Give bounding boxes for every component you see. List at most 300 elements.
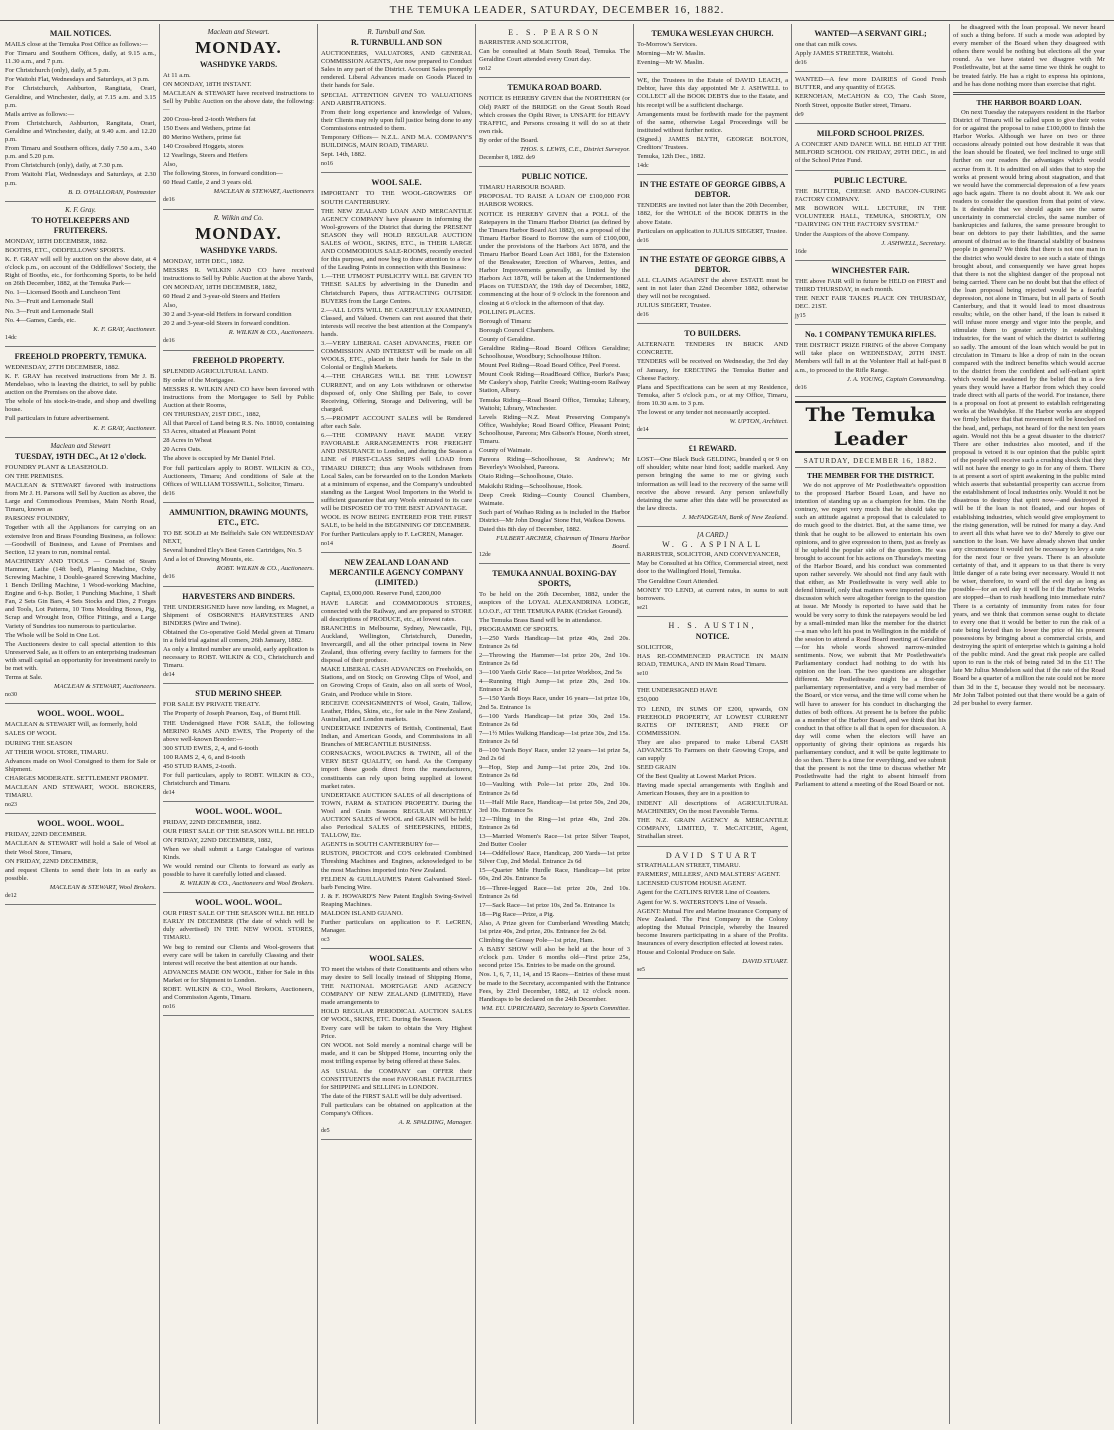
advertisement (5, 704, 156, 814)
ad-text: Mount Cook Riding—RoadBoard Office, Burke's Pass; Mr Caskey's shop, Fairlie Creek; Waiting-room Railway Station, Albury. (479, 371, 630, 395)
column-6-ads (795, 24, 946, 397)
ad-text: TO meet the wishes of their Constituents and others who may desire to Sell locally instead of Shipping Home, THE NATIONAL MORTGAGE AND AGENCY COMPANY OF NEW ZEALAND (LIMITED), Have made arrangements to (321, 966, 472, 1006)
ad-text: 4—Running High Jump—1st prize 20s, 2nd 10s. Entrance 2s 6d (479, 678, 630, 694)
ad-text: 17—Sack Race—1st prize 10s, 2nd 5s. Entrance 1s (479, 901, 615, 909)
ad-heading: WOOL. WOOL. WOOL. (36, 819, 125, 829)
ad-text: 3—100 Yards Girls' Race—1st prize Workbox, 2nd 5s (479, 669, 622, 677)
ad-heading: WOOL SALE. (371, 178, 422, 188)
ad-name-heading: DAVID STUART (665, 851, 760, 861)
ad-signature: FULBERT ARCHER, Chairman of Timaru Harbor Board. (496, 535, 630, 551)
ad-text: RUSTON, PROCTOR and CO'S celebrated Combined Threshing Machines and Engines, acknowledged to be the most Machines imported into New Zealand. (321, 850, 472, 874)
ad-reference: se10 (637, 671, 648, 678)
ad-text: Geraldine Riding—Road Board Offices Geraldine; Schoolhouse, Woodbury; Schoolhouse Hilton. (479, 345, 630, 361)
ad-text: The lowest or any tender not necessarily accepted. (637, 409, 770, 416)
ad-text: 11—Half Mile Race, Handicap—1st prize 50s, 2nd 20s, 3rd 10s. Entrance 5s (479, 798, 630, 814)
ad-heading: NEW ZEALAND LOAN AND MERCANTILE AGENCY COMPANY (LIMITED.) (329, 558, 464, 588)
ad-reference: de12 (5, 892, 17, 899)
ad-signature: A. R. SPALDING, Manager. (398, 1119, 472, 1127)
ad-text: ON THE PREMISES. (5, 472, 64, 480)
ad-signature: R. WILKIN & CO., Auctioneers. (228, 329, 314, 337)
ad-text: POLLING PLACES. (479, 308, 536, 316)
advertisement (637, 324, 788, 439)
ad-signature: J. A. YOUNG, Captain Commanding. (846, 375, 946, 383)
ad-text: 60 Head Cattle, 2 and 3 years old. (163, 179, 253, 187)
ad-text: Climbing the Greasy Pole—1st prize, Ham. (479, 937, 595, 945)
ad-text: NOTICE IS HEREBY GIVEN that a POLL of the Ratepayers in the Timaru Harbor District (as defined by the Timaru Harbor Board Act 1882), on a proposal of the Timaru Harbor Board to Borrow the sum of £100,000, under the provisions of the Harbors Act 1878, and the Timaru Harbor Board Loan Act 1881, for the Extension of the Breakwater, Erection of Wharves, Jetties, and Harbor Improvements generally, as limited by the Harbors Act 1878, will be taken at the Undermentioned Places on TUESDAY, the 19th day of December, 1882, commencing at the hour of 9 o'clock in the forenoon and closing at 6 o'clock in the afternoon of that day. (479, 210, 630, 307)
ad-text: MAILS close at the Temuka Post Office as follows:— (5, 41, 148, 48)
ad-signature: DAVID STUART. (742, 958, 788, 966)
ad-text: 12 Yearlings, Steers and Heifers (163, 151, 248, 159)
ad-text: K. F. GRAY will sell by auction on the above date, at 4 o'clock p.m., on account of the Oddfellows' Society, the Right of Booths, etc., for forthcoming Sports, to be held on 26th December, 1882, at the Temuka Park— (5, 255, 156, 288)
ad-text: JULIUS SIEGERT, Trustee. (637, 302, 712, 310)
ad-heading: WOOL. WOOL. WOOL. (36, 709, 125, 719)
ad-text: Such part of Waihao Riding as is included in the Harbor District—Mr John Douglas' Stone Hut, Waikoa Downs. (479, 508, 630, 524)
ad-text: AUCTIONEERS, VALUATORS, AND GENERAL COMMISSION AGENTS, Are now prepared to Conduct Sales in any part of the District. Account Sales promptly rendered. Liberal Advances made on Goods Placed in their hands for Sale. (321, 50, 472, 90)
ad-text: At 11 a.m. (163, 72, 191, 80)
ad-text: AGENT: Mutual Fire and Marine Insurance Company of New Zealand. The First Company in the Colony adopting the Mutual Principle, whereby the Insured become Insurers participating in a share of the Profits. Insurances of every description effected at lowest rates. (637, 907, 788, 947)
ad-day-heading: MONDAY. (195, 223, 282, 243)
ad-text: BARRISTER AND SOLICITOR, (479, 39, 569, 47)
advertisement (5, 202, 156, 347)
ad-reference: no16 (321, 161, 333, 168)
ad-text: LOST—One Black Buck GELDING, branded q or 9 on off shoulder; white near hind foot; saddle marked. Any person bringing the same to me or giving such information as will lead to the recovery of the same will receive the above reward. Any person unlawfully detaining the same after this date will be prosecuted as the law directs. (637, 456, 788, 512)
ad-text: AT THEIR WOOL STORE, TIMARU. (5, 748, 109, 756)
ad-text: Having made special arrangements with English and American Houses, they are in a position to (637, 782, 788, 798)
ad-text: MESSRS R. WILKIN AND CO have been favored with instructions from the Mortgagee to Sell by Public Auction at their Rooms, (163, 385, 314, 409)
ad-text: RECEIVE CONSIGNMENTS of Wool, Grain, Tallow, Leather, Hides, Skins, etc., for sale in the New Zealand, Australian, and London markets. (321, 699, 472, 723)
ad-text: 200 Cross-bred 2-tooth Wethers fat (163, 115, 256, 123)
ad-reference: de16 (163, 490, 175, 497)
ad-text: ALTERNATE TENDERS IN BRICK AND CONCRETE. (637, 341, 788, 357)
ad-text: TO LEND, IN SUMS OF £200, upwards, ON FREEHOLD PROPERTY, AT LOWEST CURRENT RATES OF INTEREST, AND FREE OF COMMISSION. (637, 705, 788, 737)
ad-text: For Christchurch, Ashburton, Rangitata, Orari, Geraldine, and Winchester, daily, at 7.15 a.m. and 3.15 p.m. (5, 85, 156, 109)
ad-signature: MACLEAN & STEWART, Wool Brokers. (49, 883, 156, 891)
ad-name-heading: W. G. ASPINALL (662, 540, 763, 550)
ad-reference: no14 (321, 541, 333, 548)
ad-text: BRANCHES in Melbourne, Sydney, Newcastle, Fiji, Auckland, Wellington, Christchurch, Dunedin, Invercargill, and all the other principal towns in New Zealand, thus offering every facility to farmers for the disposal of their produce. (321, 624, 472, 665)
ad-text: 13—Married Women's Race—1st prize Silver Teapot, 2nd Butter Cooler (479, 832, 630, 849)
advertisement (163, 351, 314, 503)
ad-text: 14—Oddfellows' Race, Handicap, 200 Yards—1st prize Silver Cup, 2nd Medal. Entrance 2s 6d (479, 850, 630, 866)
ad-text: Morning—Mr W. Maslin. (637, 50, 706, 58)
ad-text: SEED GRAIN (637, 764, 677, 772)
ad-reference: 14dc (5, 334, 17, 341)
ad-heading: PUBLIC NOTICE. (521, 172, 588, 182)
ad-text: 12—Tilting in the Ring—1st prize 40s, 2nd 20s. Entrance 2s 6d (479, 815, 630, 831)
ad-text: We beg to remind our Clients and Wool-growers that every care will be taken in carefully Classing and their interest will receive the best attention at our hands. (163, 943, 314, 967)
ad-text: The Auctioneers desire to call special attention to this Unreserved Sale, as it offers to an enterprising tradesman with small capital an opportunity for investment rarely to be met with. (5, 640, 156, 672)
advertisement (637, 683, 788, 847)
ad-heading: TEMUKA ROAD BOARD. (507, 83, 602, 93)
ad-reference: no30 (5, 692, 17, 699)
ad-reference: no23 (5, 802, 17, 809)
ad-text: From Christchurch, Ashburton, Rangitata, Orari, Geraldine and Winchester, daily, at 9.40 a.m. and 12.20 p.m. (5, 119, 156, 144)
ad-text: 300 STUD EWES, 2, 4, and 6-tooth (163, 744, 259, 752)
ad-heading: WOOL SALES. (369, 954, 424, 964)
ad-text: We would remind our Clients to forward as early as possible to have it carefully lotted and classed. (163, 862, 314, 878)
ad-text: The date of the FIRST SALE will be duly advertised. (321, 1092, 462, 1100)
ad-text: County of Waimate. (479, 447, 533, 455)
ad-text: ALL CLAIMS AGAINST the above ESTATE must be sent in not later than 22nd December 1882, otherwise they will not be recognised. (637, 276, 788, 300)
ad-day-heading: MONDAY. (195, 38, 282, 58)
ad-text: SPECIAL ATTENTION GIVEN TO VALUATIONS AND ARBITRATIONS. (321, 91, 472, 107)
ad-text: MACLEAN & STEWART have received instructions to Sell by Public Auction on the above date, the following:— (163, 90, 314, 114)
ad-text: ON WOOL not Sold merely a nominal charge will be made, and it can be Shipped Home, incurring only the most trifling expense by being offered at these Sales. (321, 1042, 472, 1066)
ad-text: May be Consulted at his Office, Commercial street, next door to the Wallingford Hotel, Temuka. (637, 560, 788, 576)
ad-text: Borough Council Chambers. (479, 326, 555, 334)
ad-heading: £1 REWARD. (688, 444, 737, 454)
ad-heading: WOOL. WOOL. WOOL. (194, 898, 283, 908)
ad-text: No. 4—Games, Cards, etc. (5, 316, 76, 324)
ad-text: FOUNDRY PLANT & LEASEHOLD. (5, 463, 108, 471)
ad-text: 100 RAMS 2, 4, 6, and 8-tooth (163, 753, 245, 761)
ad-text: The whole of his stock-in-trade, and shop and dwelling house. (5, 398, 156, 414)
ad-text: 20 2 and 3-year-old Steers in forward condition. (163, 320, 290, 328)
ad-text: Also, (163, 302, 178, 310)
ad-text: All that Parcel of Land being R.S. No. 18010, containing 53 Acres, situated at Pleasant Point (163, 420, 314, 436)
ad-text: Advances made on Wool Consigned to them for Sale or Shipment. (5, 757, 156, 773)
ad-text: TIMARU HARBOUR BOARD. (479, 184, 566, 192)
ad-text: THE UNDERSIGNED HAVE (637, 687, 718, 695)
ad-text: Capital, £3,000,000. Reserve Fund, £200,000 (321, 590, 441, 598)
advertisement (795, 72, 946, 123)
ad-text: Mount Peel Riding—Road Board Office, Peel Forest. (479, 362, 621, 370)
ad-text: No. 1—Licensed Booth and Luncheon Tent (5, 289, 121, 297)
ad-text: and request Clients to send their lots in as early as possible. (5, 866, 156, 882)
ad-text: County of Geraldine. (479, 335, 535, 343)
ad-signature: J. McFADGEAN, Bank of New Zealand. (682, 513, 788, 521)
ad-text: HOLD REGULAR PERIODICAL AUCTION SALES OF WOOL, SKINS, ETC. During the Season. (321, 1007, 472, 1023)
ad-text: MONDAY, 18TH DECEMBER, 1882. (5, 237, 108, 245)
ad-text: Agent for the CATLIN'S RIVER Line of Coasters. (637, 889, 771, 897)
advertisement (637, 250, 788, 324)
edition-date: SATURDAY, DECEMBER 16, 1882. (795, 455, 946, 468)
advertisement (637, 24, 788, 73)
ad-text: BARRISTER, SOLICITOR, AND CONVEYANCER, (637, 551, 781, 559)
ad-text: Under the Auspices of the above Company. (795, 230, 910, 238)
advertisement (637, 847, 788, 979)
ad-text: MACLEAN & STEWART favored with instructions from Mr J. H. Parsons will Sell by Auction as above, the Large and Commodious Premises, Main North Road, Timaru, known as (5, 481, 156, 514)
advertisement (479, 24, 630, 78)
ad-text: PROPOSAL TO RAISE A LOAN OF £100,000 FOR HARBOR WORKS. (479, 193, 630, 209)
ad-text: No. 3—Fruit and Lemonade Stall (5, 307, 94, 315)
ad-text: Full particulars can be obtained on application at the Company's Offices. (321, 1101, 472, 1117)
ad-text: And a lot of Drawing Mounts, etc. (163, 556, 254, 564)
ad-reference: de16 (637, 312, 649, 319)
advertisement (637, 527, 788, 617)
advertisement (163, 802, 314, 893)
advertisement (795, 261, 946, 325)
ad-text: FRIDAY, 22ND DECEMBER, 1882. (163, 819, 262, 827)
ad-text: MONEY TO LEND, at current rates, in sums to suit borrowers. (637, 586, 788, 602)
ad-text: House and Colonial Produce on Sale. (637, 949, 736, 957)
ad-text: 1.—THE UTMOST PUBLICITY WILL BE GIVEN TO THESE SALES by advertising in the Dunedin and Christchurch Papers, thus ATTRACTING OUTSIDE BUYERS from the Large Centres. (321, 273, 472, 305)
ad-text: OUR FIRST SALE OF THE SEASON WILL BE HELD EARLY IN DECEMBER (The date of which will be duly advertised) IN THE NEW WOOL STORES, TIMARU. (163, 910, 314, 942)
ad-text: For further Particulars apply to F. LeCREN, Manager. (321, 531, 464, 539)
ad-text: MAKE LIBERAL CASH ADVANCES on Freeholds, on Stations, and on Stock; on Growing Clips of Wool, and on Growing Crops of Grain, also on all sorts of Wool, Grain, and Produce while in Store. (321, 666, 472, 698)
advertisement (163, 24, 314, 210)
column-7 (950, 24, 1108, 1424)
ad-heading: IN THE ESTATE OF GEORGE GIBBS, A DEBTOR. (639, 254, 786, 274)
ad-text: DURING THE SEASON (5, 739, 73, 747)
ad-text: 140 Crossbred Hoggets, stores (163, 142, 244, 150)
ad-text: ADVANCES MADE ON WOOL, Either for Sale in this Market or for Shipment to London. (163, 968, 314, 984)
ad-text: AGENTS in SOUTH CANTERBURY for— (321, 841, 440, 849)
ad-text: ON FRIDAY, 22ND DECEMBER, (5, 857, 98, 865)
ad-text: The Property of Joseph Pearson, Esq., of Burnt Hill. (163, 710, 301, 718)
ad-text: Apply JAMES STREETER, Waitohi. (795, 50, 894, 58)
ad-heading: FREEHOLD PROPERTY. (192, 355, 285, 365)
ad-reference: de16 (637, 237, 649, 244)
ad-text: MACLEAN & STEWART Will, as formerly, hold (5, 721, 137, 729)
ad-heading: MILFORD SCHOOL PRIZES. (816, 128, 925, 138)
divider (953, 92, 1105, 95)
ad-text: 5.—PROMPT ACCOUNT SALES will be Rendered after each Sale. (321, 414, 472, 431)
ad-text: K. F. GRAY has received instructions from Mr J. B. Mendelsso, who is leaving the district, to sell by public auction on the Premises on the above date. (5, 373, 156, 397)
advertisement (321, 173, 472, 553)
ad-heading: WASHDYKE YARDS. (199, 245, 278, 255)
ad-text: THE BUTTER, CHEESE AND BACON-CURING FACTORY COMPANY. (795, 188, 946, 204)
ad-text: CHARGES MODERATE. SETTLEMENT PROMPT. (5, 774, 149, 782)
ad-heading: HARVESTERS AND BINDERS. (182, 591, 295, 601)
ad-text: 16—Three-legged Race—1st prize 20s, 2nd 10s. Entrance 2s 6d (479, 884, 630, 900)
ad-text: 2.—ALL LOTS WILL BE CAREFULLY EXAMINED, Classed, and Valued. Owners can rest assured that their interests will receive the best attention at the Company's hands. (321, 306, 472, 338)
ad-text: AS USUAL the COMPANY can OFFER their CONSTITUENTS the most FAVORABLE FACILITIES for SHIPPING and SELLING in LONDON. (321, 1067, 472, 1091)
ad-heading: No. 1 COMPANY TEMUKA RIFLES. (805, 330, 936, 340)
ad-text: To be held on the 26th December, 1882, under the auspices of the LOYAL ALEXANDRINA LODGE, I.O.O.F., AT THE TEMUKA PARK (Cricket Ground). (479, 591, 630, 615)
ad-text: 15—Quarter Mile Hurdle Race, Handicap—1st prize 60s, 2nd 20s. Entrance 5s (479, 867, 630, 883)
ad-signature: ROBT. WILKIN & CO., Auctioneers. (216, 565, 314, 573)
ad-heading: TEMUKA WESLEYAN CHURCH. (651, 29, 774, 38)
ad-text: THE NEXT FAIR TAKES PLACE ON THURSDAY, DEC. 21ST. (795, 294, 946, 311)
ad-text: By order of the Mortgagee. (163, 376, 235, 384)
advertisement (321, 949, 472, 1140)
ad-signature: MACLEAN & STEWART, Auctioneers. (53, 683, 156, 691)
ad-signature: W. UPTON, Architect. (729, 418, 788, 426)
nameplate: The Temuka Leader (795, 401, 946, 453)
ad-text: MR BOWRON WILL LECTURE, IN THE VOLUNTEER HALL, TEMUKA, SHORTLY, ON "DAIRYING ON THE FACTORY SYSTEM." (795, 205, 946, 229)
ad-heading: FREEHOLD PROPERTY, TEMUKA. (14, 351, 147, 361)
ad-text: Plans and Specifications can be seen at my Residence, Temuka, after 5 o'clock p.m., or at my Office, Timaru, from 10.30 a.m. to 3 p.m. (637, 383, 788, 407)
ad-text: ROBT. WILKIN & CO., Wool Brokers, Auctioneers, and Commission Agents, Timaru. (163, 985, 314, 1002)
ad-text: HAVE LARGE and COMMODIOUS STORES, connected with the Railway, and are prepared to STORE all descriptions of PRODUCE, etc., at lowest rates. (321, 599, 472, 623)
ad-text: Arrangements must be forthwith made for the payment of the same, otherwise Legal Proceedings will be instituted without further notice. (637, 110, 788, 134)
ad-text: Further particulars on application to F. LeCREN, Manager. (321, 919, 472, 935)
ad-text: OUR FIRST SALE OF THE SEASON WILL BE HELD ON FRIDAY, 22ND DECEMBER, 1882, (163, 828, 314, 844)
ad-text: IMPORTANT TO THE WOOL-GROWERS OF SOUTH CANTERBURY. (321, 190, 472, 206)
ad-text: 80 Merino Wethers, prime fat (163, 133, 241, 141)
ad-text: Full particulars in future advertisement. (5, 415, 110, 423)
ad-text: Sept. 14th, 1882. (321, 151, 366, 159)
ad-text: INDENT All descriptions of AGRICULTURAL MACHINERY, On the most Favorable Terms. (637, 799, 788, 815)
ad-text: Also, A Prize given for Cumberland Wrestling Match; 1st prize 40s, 2nd prize, 20s. Entrance fee 2s 6d. (479, 919, 630, 935)
ad-text: 60 Head 2 and 3-year-old Steers and Heifers (163, 292, 281, 300)
ad-text: Can be consulted at Main South Road, Temuka. The Geraldine Court attended every Court day. (479, 48, 630, 64)
ad-text: 4.—THE CHARGES WILL BE THE LOWEST CURRENT, and on any Lots withdrawn or otherwise disposed of, only One Shilling per Bale, to cover Receiving, Offering, Storage and Delivering, will be charged. (321, 373, 472, 413)
ad-text: Agent for W. S. WATERSTON'S Line of Vessels. (637, 898, 768, 906)
ad-text: THE UNDERSIGNED have now landing, ex Magnet, a Shipment of OSBORNE'S HARVESTERS AND BINDERS (Wire and Twine). (163, 603, 314, 627)
ad-text: PROGRAMME OF SPORTS. (479, 625, 559, 633)
ad-reference: de16 (795, 60, 807, 67)
ad-text: From Christchurch (only), daily, at 7.30 p.m. (5, 162, 124, 170)
ad-reference: 14dc (637, 163, 649, 170)
advertisement (163, 503, 314, 587)
ad-text: MONDAY, 18TH DEC., 1882. (163, 257, 245, 265)
masthead: THE TEMUKA LEADER, SATURDAY, DECEMBER 16, 1882. (0, 0, 1114, 21)
ad-text: 10—Vaulting with Pole—1st prize 20s, 2nd 10s. Entrance 2s 6d (479, 781, 630, 797)
ad-text: WE, the Trustees in the Estate of DAVID LEACH, a Debtor, have this day appointed Mr J. ASHWELL to COLLECT all the BOOK DEBTS due to the Estate, and his receipt will be a sufficient discharge. (637, 77, 788, 109)
ad-text: Otaio Riding—Schoolhouse, Otaio. (479, 473, 574, 481)
ad-auctioneer-line: [A CARD.] (696, 531, 729, 540)
ad-text: Deep Creek Riding—County Council Chambers, Waimate. (479, 491, 630, 507)
ad-text: Levels Riding—N.Z. Meat Preserving Company's Office, Washdyke; Road Board Office, Pleasant Point; Schoolhouse, Pareora; Mrs Gibson's House, North street, Timaru. (479, 413, 630, 446)
ad-text: Evening—Mr W. Maslin. (637, 59, 705, 67)
ad-text: Terms at Sale. (5, 674, 43, 682)
ad-text: For Christchurch (only), daily, at 5 p.m. (5, 67, 111, 75)
ad-text: A CONCERT AND DANCE WILL BE HELD AT THE MILFORD SCHOOL ON FRIDAY, 29TH DEC., in aid of the School Prize Fund. (795, 140, 946, 164)
ad-text: 5—150 Yards Boys Race, under 16 years—1st prize 10s, 2nd 5s. Entrance 1s (479, 695, 630, 711)
ad-reference: 16de (795, 248, 807, 255)
ad-heading: NOTICE. (695, 631, 730, 641)
ad-text: Temuka, 12th Dec., 1882. (637, 153, 706, 161)
ad-heading: TEMUKA ANNUAL BOXING-DAY SPORTS, (492, 569, 617, 589)
column-1 (2, 24, 160, 1424)
editorial-paragraph: We do not approve of Mr Postlethwaite's opposition to the proposed Harbor Board Loan, and have no intention of standing up as a champion for him. On the contrary, we regret very much that he should take up such an attitude against a proposal that is calculated to do much good to the district. But, at the same time, we think that he ought to be allowed to entertain his own opinions, and to give expression to them, just as freely as if he upheld the popular side of the question. He was brought to account for his actions on Thursday's meeting of the Harbor Board, and his conduct was commented upon rather severely. We should not find any fault with that either, as Mr Postlethwaite is very well able to defend himself, only that matters were imported into the discussion which were altogether foreign to the question at issue. Mr Moody is reported to have said that he would be very sorry to think the ratepayers would be led by a small-minded man like the member for the district—a man who left his post in Wellington in the middle of the session to attend a Road Board meeting at Geraldine—for his whole words showed narrow-minded sentiments. Now, we submit that Mr Postlethwaite's Parliamentary conduct had nothing to do with his opinion on the loan. The two questions are altogether different. Mr Postlethwaite might be a first-rate parliamentary representative, and a very bad member of the Board, or vice versa, and the time will come when he will have to answer for his conduct in discharging the duties of both offices. At present he is before the public as a member of the Harbor Board, and we think that his conduct in that office is all that is open for discussion. A day will come when the electors will have an opportunity of giving their opinions as regards his parliamentary conduct, and it will be quite legitimate to do so then. There is a time for everything, and we submit that the present is not the time to discuss whether Mr Postlethwaite had the right to absent himself from Parliament to attend a meeting of the Road Board or not. (795, 482, 946, 789)
ad-text: 450 STUD RAMS, 2-tooth. (163, 763, 237, 770)
ad-text: THE above FAIR will in future be HELD on FIRST and THIRD THURSDAY, in each month. (795, 277, 946, 293)
ad-heading: AMMUNITION, DRAWING MOUNTS, ETC., ETC. (169, 507, 308, 527)
ad-text: Particulars on application to JULIUS SIEGERT, Trustee. (637, 227, 788, 235)
ad-text: Of the Best Quality at Lowest Market Prices. (637, 773, 757, 781)
ad-text: UNDERTAKE INDENTS of British, Continental, East Indian, and American Goods, and Commissions in all Branches of MERCANTILE BUSINESS. (321, 724, 472, 749)
ad-text: Borough of Timaru: (479, 317, 532, 325)
ad-text: MACLEAN AND STEWART, WOOL BROKERS, TIMARU. (5, 784, 156, 800)
ad-auctioneer-line: Maclean and Stewart. (207, 28, 270, 36)
ad-text: NOTICE IS HEREBY GIVEN that the NORTHERN (or Old) PART of the BRIDGE on the Great South Road which crosses the Opihi River, is UNSAFE for HEAVY TRAFFIC, and Persons crossing it will do so at their own risk. (479, 95, 630, 135)
ad-auctioneer-line: Maclean and Stewart (50, 441, 111, 450)
ad-text: £50,000 (637, 696, 659, 704)
ad-text: Also, (163, 161, 178, 169)
ad-text: FELDEN & GUILLAUME'S Patent Galvanised Steel-barb Fencing Wire. (321, 875, 472, 891)
ad-signature: MACLEAN & STEWART, Auctioneers (213, 188, 314, 196)
ad-reference: de14 (637, 427, 649, 434)
ad-heading: PUBLIC LECTURE. (834, 176, 907, 186)
ad-text: STRATHALLAN STREET, TIMARU. (637, 862, 741, 870)
ad-heading: TUESDAY, 19TH DEC., At 12 o'clock. (14, 451, 147, 461)
column-5 (634, 24, 792, 1424)
advertisement (163, 587, 314, 685)
ad-name-heading: H. S. AUSTIN, (668, 620, 757, 630)
ad-heading: WASHDYKE YARDS. (199, 60, 278, 70)
ad-text: THE DISTRICT PRIZE FIRING of the above Company will take place on WEDNESDAY, 20TH INST. Members will fall in at the Volunteer Hall at half-past 8 a.m., to proceed to the Rifle Range. (795, 342, 946, 374)
ad-heading: TO HOTELKEEPERS AND FRUITERERS. (31, 215, 130, 235)
ad-text: 20 Acres Oats. (163, 446, 202, 454)
advertisement (321, 553, 472, 949)
ad-text: By order of the Board. (479, 136, 539, 144)
ad-text: As only a limited number are unsold, early application is necessary to ROBT. WILKIN & CO., Christchurch and Timaru. (163, 645, 314, 670)
ad-text: Dated this 8th day of December, 1882. (479, 525, 581, 533)
ad-text: FARMERS', MILLERS', AND MALSTERS' AGENT. (637, 871, 781, 879)
ad-text: MALDON ISLAND GUANO. (321, 910, 403, 917)
editorial (795, 472, 946, 790)
advertisement (479, 564, 630, 1018)
ad-signature: R. WILKIN & CO., Auctioneers and Wool Brokers. (179, 880, 314, 888)
ad-reference: de16 (163, 574, 175, 581)
ad-text: From Timaru and Southern offices, daily 7.50 a.m., 3.40 p.m. and 5.20 p.m. (5, 145, 156, 161)
ad-text: ON MONDAY, 18TH INSTANT. (163, 81, 252, 89)
advertisement (479, 167, 630, 564)
ad-text: 9—Hop, Step and Jump—1st prize 20s, 2nd 10s. Entrance 2s 6d (479, 764, 630, 780)
ad-text: KERNOHAN, McCAHON & CO, The Cash Store, North Street, opposite Butler street, Timaru. (795, 93, 946, 109)
editorial-paragraph: he disagreed with the loan proposal. We never heard of such a thing before. If such a mode was adopted by every member of the Board when they disagreed with others there would be nothing but elections all the year round. As we have stated we disagree with Mr Postlethwaite, but at the same time we think he ought to be treated fairly. He has a right to express his opinions, and he has done nothing more than exercise that right. (953, 24, 1105, 88)
column-2 (160, 24, 318, 1424)
ad-text: For full particulars, apply to ROBT. WILKIN & CO., Christchurch and Timaru. (163, 772, 314, 788)
ad-text: one that can milk cows. (795, 41, 858, 48)
advertisement (5, 24, 156, 202)
advertisement (637, 439, 788, 527)
ad-text: TENDERS will be received on Wednesday, the 3rd day of January, for ERECTING the Temuka Butter and Cheese Factory. (637, 358, 788, 382)
ad-text: 2—Throwing the Hammer—1st prize 20s, 2nd 10s. Entrance 2s 6d (479, 652, 630, 668)
ad-heading: R. TURNBULL AND SON (351, 38, 442, 48)
ad-text: J. & F. HOWARD'S New Patent English Swing-Swivel Reaping Machines. (321, 892, 472, 908)
ad-text: HAS RE-COMMENCED PRACTICE IN MAIN ROAD, TEMUKA, AND IN Main Road Timaru. (637, 653, 788, 669)
ad-reference: 12de (479, 552, 491, 559)
ad-text: BOOTHS, ETC., ODDFELLOWS' SPORTS. (5, 246, 126, 254)
ad-text: MACLEAN & STEWART will hold a Sale of Wool at their Wool Store, Timaru, (5, 840, 156, 856)
ad-auctioneer-line: R. Wilkin and Co. (213, 213, 264, 222)
ad-text: FRIDAY, 22ND DECEMBER. (5, 831, 87, 839)
ad-text: They are also prepared to make Liberal CASH ADVANCES To Farmers on their Growing Crops, and can supply (637, 738, 788, 763)
ad-text: 6—100 Yards Handicap—1st prize 30s, 2nd 15s. Entrance 2s 6d (479, 712, 630, 728)
advertisement (321, 24, 472, 173)
ad-text: Pareora Riding—Schoolhouse, St Andrew's; Mr Beverley's Woolshed, Pareora. (479, 456, 630, 472)
ad-signature: J. ASHWELL, Secretary. (881, 239, 946, 247)
column-4 (476, 24, 634, 1424)
ad-text: Nos. 1, 6, 7, 11, 14, and 15 Races—Entries of these must be made to the Secretary, accompanied with the Entrance Fees, by 23rd December, 1882, at 12 o'clock noon. Handicaps to be declared on the 24th December. (479, 971, 630, 1003)
ad-text: MESSRS R. WILKIN AND CO have received instructions to Sell by Public Auction at the above Yards, (163, 266, 314, 282)
ad-text: 3.—VERY LIBERAL CASH ADVANCES, FREE OF COMMISSION AND INTEREST will be made on all WOOLS, ETC., placed in their hands for Sale in the Colonial or English Markets. (321, 340, 472, 372)
ad-text: When we shall submit a Large Catalogue of various Kinds. (163, 845, 314, 861)
ad-reference: no16 (163, 1004, 175, 1011)
advertisement (637, 175, 788, 249)
ad-text: The Whole will be Sold in One Lot. (5, 631, 100, 639)
ad-text: Every care will be taken to obtain the Very Highest Price. (321, 1025, 472, 1041)
ad-text: A BABY SHOW will also be held at the hour of 3 o'clock p.m. Under 6 months old—First prize 25s, second prize 15s. Entries to be made on the ground. (479, 946, 630, 970)
ad-signature: K. F. GRAY, Auctioneer. (93, 424, 156, 432)
editorial-heading: THE MEMBER FOR THE DISTRICT. (806, 470, 935, 480)
ad-text: 150 Ewes and Wethers, prime fat (163, 124, 251, 132)
column-3 (318, 24, 476, 1424)
advertisement (795, 325, 946, 397)
ad-text: Makikihi Riding—Schoolhouse, Hook. (479, 482, 583, 490)
advertisement (5, 438, 156, 705)
ad-text: Obtained the Co-operative Gold Medal given at Timaru in a field trial against all comers, 26th January, 1882. (163, 628, 314, 644)
ad-text: WEDNESDAY, 27TH DECEMBER, 1882. (5, 363, 120, 371)
advertisement (5, 347, 156, 438)
ad-text: MACHINERY AND TOOLS — Consist of Steam Hammer, Lathe (14ft bed), Planing Machine, Oxby Screwing Machine, 1 Double-geared Screwing Machine, 1 Bench Drilling Machine, 1 Wood-working Machine, Engine and 6-h.p. Boiler, 1 Punching Machine, 1 Shaft Fan, 2 Sets Gin Bars, 4 Sets Stocks and Dies, 2 Forges and Tools, Lot Patterns, 10 Tons Moulding Boxes, Pig, Scrap and Wrought Iron, Office Fittings, and a Large Variety of Sundries too numerous to particularise. (5, 557, 156, 630)
advertisement (163, 684, 314, 802)
ad-text: THE Undersigned Have FOR SALE, the following MERINO RAMS AND EWES, The Property of the above well-known Breeder:— (163, 719, 314, 743)
ad-text: Temporary Offices— N.Z.L. AND M.A. COMPANY'S BUILDINGS, MAIN ROAD, TIMARU. (321, 134, 472, 150)
ad-signature: K. F. GRAY, Auctioneer. (93, 325, 156, 333)
ad-reference: se21 (637, 604, 648, 611)
ad-text: TO BE SOLD at Mr Belfield's Sale ON WEDNESDAY NEXT, (163, 529, 314, 546)
ad-text: ON THURSDAY, 21ST DEC., 1882, (163, 411, 261, 418)
ad-text: The following Stores, in forward condition— (163, 170, 283, 178)
ad-text: 7—1½ Miles Walking Handicap—1st prize 30s, 2nd 15s. Entrance 2s 6d (479, 729, 630, 745)
ad-heading: WOOL. WOOL. WOOL. (194, 807, 283, 817)
ad-text: The Geraldine Court Attended. (637, 577, 719, 585)
